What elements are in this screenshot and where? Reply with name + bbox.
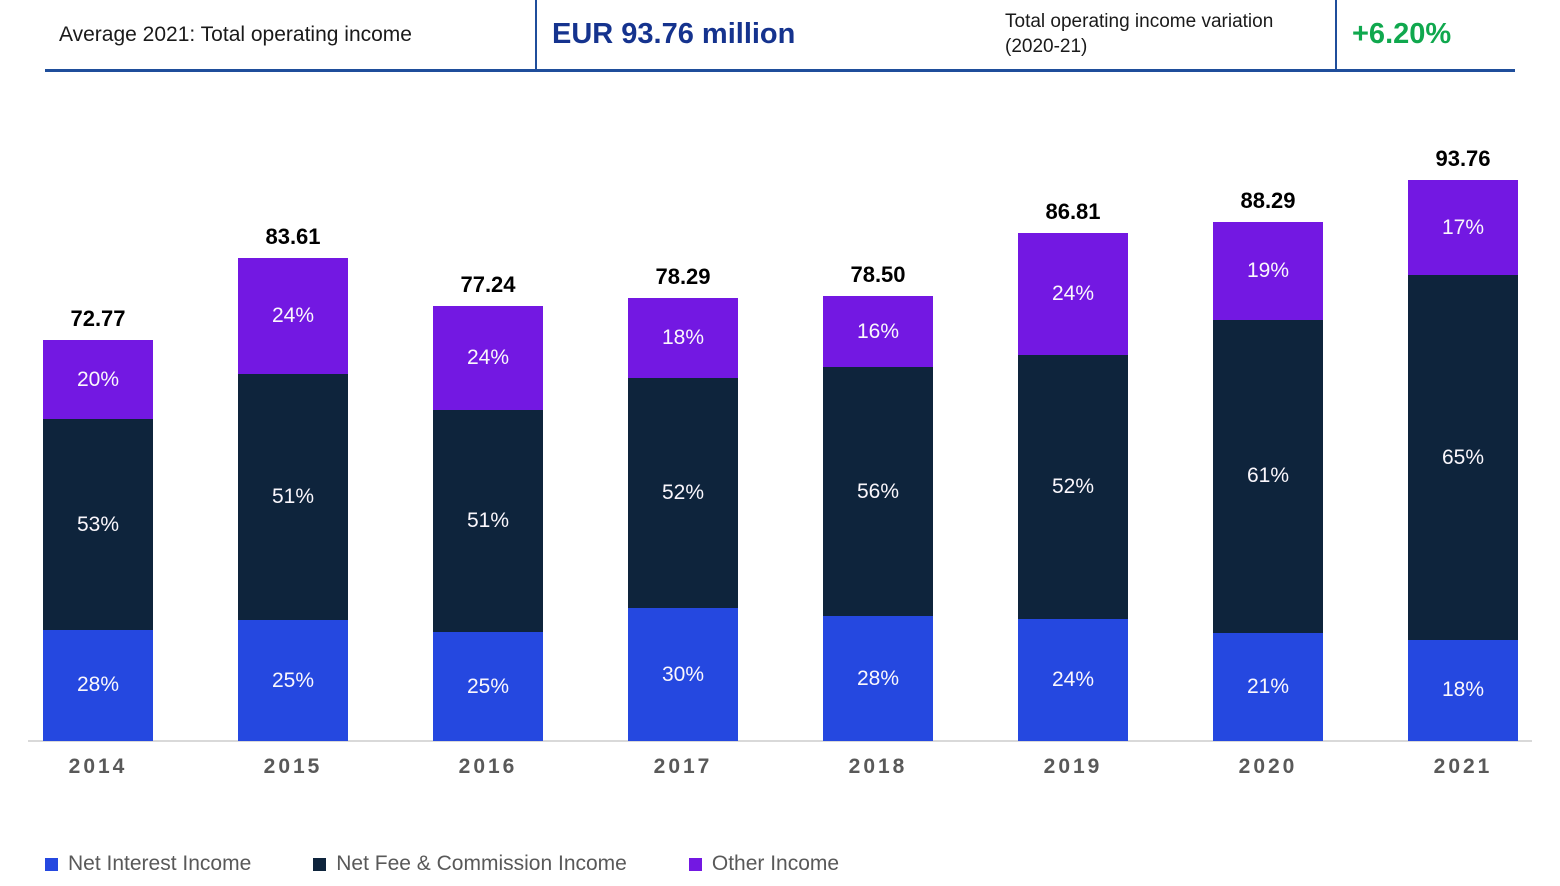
legend-item-net-interest-income <box>45 852 251 876</box>
segment-percent-label: 65% <box>1441 445 1485 469</box>
segment-percent-label: 24% <box>1051 668 1095 692</box>
segment-percent-label: 53% <box>76 512 120 536</box>
bar-segment-other-income <box>1018 233 1128 355</box>
segment-percent-label: 25% <box>466 674 510 698</box>
bar-segment-other-income <box>823 296 933 367</box>
bar-2015 <box>238 224 348 741</box>
bar-segment-net-interest-income <box>1408 640 1518 741</box>
bar-2017 <box>628 264 738 741</box>
kpi-total-income-value: EUR 93.76 million <box>552 18 796 50</box>
bar-2019 <box>1018 199 1128 741</box>
segment-percent-label: 17% <box>1441 215 1485 239</box>
bar-segment-net-interest-income <box>823 616 933 741</box>
bar-2021 <box>1408 146 1518 741</box>
bar-segment-net-fee-commission-income <box>238 374 348 620</box>
legend-marker-net-fee-commission-income <box>313 858 326 871</box>
kpi-average-label: Average 2021: Total operating income <box>59 22 412 46</box>
legend-item-other-income <box>689 852 839 876</box>
bar-total-label: 72.77 <box>70 306 126 331</box>
bar-total-label: 78.50 <box>850 262 906 287</box>
segment-percent-label: 51% <box>466 509 510 533</box>
segment-percent-label: 30% <box>661 662 705 686</box>
segment-percent-label: 24% <box>466 346 510 370</box>
bar-segment-net-fee-commission-income <box>628 378 738 608</box>
kpi-header-band <box>45 0 1515 72</box>
bar-segment-net-interest-income <box>628 608 738 741</box>
bar-total-label: 88.29 <box>1240 188 1296 213</box>
bar-segment-net-fee-commission-income <box>823 367 933 616</box>
bar-total-label: 83.61 <box>265 224 321 249</box>
bar-segment-net-fee-commission-income <box>1213 320 1323 633</box>
x-axis-label-2014: 2014 <box>68 755 128 778</box>
segment-percent-label: 20% <box>76 367 120 391</box>
bar-segment-net-interest-income <box>1018 619 1128 741</box>
bar-2020 <box>1213 188 1323 741</box>
bar-segment-net-interest-income <box>433 632 543 741</box>
bar-segment-other-income <box>433 306 543 410</box>
chart-legend <box>45 852 839 876</box>
segment-percent-label: 52% <box>1051 474 1095 498</box>
bar-segment-net-interest-income <box>238 620 348 741</box>
segment-percent-label: 56% <box>856 479 900 503</box>
kpi-variation-label: Total operating income variation (2020-21) <box>1005 10 1274 57</box>
bar-segment-net-fee-commission-income <box>1408 275 1518 640</box>
bar-segment-other-income <box>1213 222 1323 320</box>
bar-segment-net-interest-income <box>1213 633 1323 741</box>
legend-item-net-fee-commission-income <box>313 852 627 876</box>
bar-2018 <box>823 262 933 741</box>
bar-segment-other-income <box>43 340 153 419</box>
x-axis-label-2021: 2021 <box>1433 755 1493 778</box>
segment-percent-label: 51% <box>271 485 315 509</box>
bar-total-label: 93.76 <box>1435 146 1491 171</box>
bar-segment-net-interest-income <box>43 630 153 741</box>
kpi-variation-value: +6.20% <box>1352 18 1452 50</box>
segment-percent-label: 28% <box>76 673 120 697</box>
segment-percent-label: 21% <box>1246 675 1290 699</box>
segment-percent-label: 61% <box>1246 464 1290 488</box>
segment-percent-label: 24% <box>271 303 315 327</box>
bar-segment-net-fee-commission-income <box>433 410 543 632</box>
bar-segment-other-income <box>238 258 348 374</box>
x-axis-label-2017: 2017 <box>653 755 713 778</box>
legend-label-other-income: Other Income <box>711 852 840 875</box>
kpi-variation-cell <box>1335 0 1515 69</box>
segment-percent-label: 19% <box>1246 258 1290 282</box>
x-axis-label-2015: 2015 <box>263 755 323 778</box>
bar-total-label: 77.24 <box>460 272 516 297</box>
bar-segment-other-income <box>1408 180 1518 275</box>
stacked-bar-chart <box>0 133 1560 741</box>
x-axis-label-2020: 2020 <box>1238 755 1298 778</box>
segment-percent-label: 24% <box>1051 281 1095 305</box>
segment-percent-label: 25% <box>271 668 315 692</box>
segment-percent-label: 52% <box>661 480 705 504</box>
segment-percent-label: 18% <box>1441 678 1485 702</box>
legend-marker-other-income <box>689 858 702 871</box>
bar-segment-net-fee-commission-income <box>1018 355 1128 619</box>
legend-marker-net-interest-income <box>45 858 58 871</box>
kpi-value-cell <box>535 0 1335 69</box>
bar-segment-net-fee-commission-income <box>43 419 153 629</box>
segment-percent-label: 28% <box>856 666 900 690</box>
bar-2016 <box>433 272 543 741</box>
segment-percent-label: 18% <box>661 325 705 349</box>
x-axis-label-2018: 2018 <box>848 755 908 778</box>
bar-total-label: 86.81 <box>1045 199 1101 224</box>
legend-label-net-interest-income: Net Interest Income <box>68 852 252 875</box>
segment-percent-label: 16% <box>856 319 900 343</box>
x-axis-label-2019: 2019 <box>1043 755 1103 778</box>
bar-total-label: 78.29 <box>655 264 711 289</box>
kpi-average-cell <box>45 0 535 69</box>
bar-segment-other-income <box>628 298 738 378</box>
bar-2014 <box>43 306 153 741</box>
legend-label-net-fee-commission-income: Net Fee & Commission Income <box>336 852 627 875</box>
x-axis-label-2016: 2016 <box>458 755 518 778</box>
